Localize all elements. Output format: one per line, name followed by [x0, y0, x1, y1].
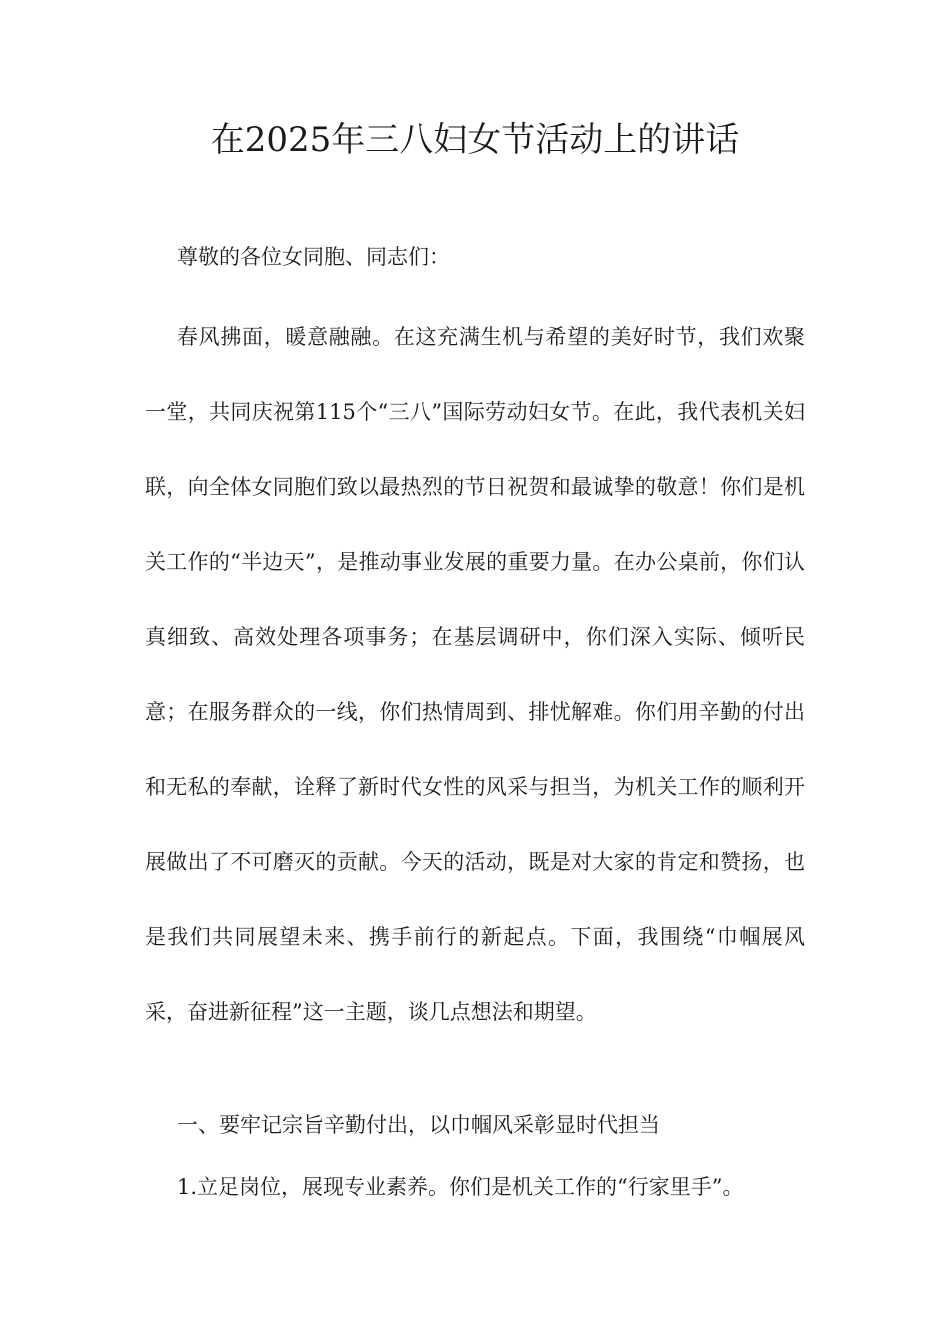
- document-title: 在2025年三八妇女节活动上的讲话: [210, 120, 740, 160]
- item-1: 1.立足岗位，展现专业素养。你们是机关工作的“行家里手”。: [177, 1175, 744, 1199]
- salutation: 尊敬的各位女同胞、同志们：: [177, 245, 450, 269]
- section-heading-1: 一、要牢记宗旨辛勤付出，以巾帼风采彰显时代担当: [177, 1113, 660, 1137]
- paragraph-1: 春风拂面，暖意融融。在这充满生机与希望的美好时节，我们欢聚一堂，共同庆祝第115个“三八”国际劳动妇女节。在此，我代表机关妇联，向全体女同胞们致以最热烈的节日祝贺和最诚挚的敬意！你们是机关工作的“半边天”，是推动事业发展的重要力量。在办公桌前，你们认真细致、高效处理各项事务；在基层调研中，你们深入实际、倾听民意；在服务群众的一线，你们热情周到、排忧解难。你们用辛勤的付出和无私的奉献，诠释了新时代女性的风采与担当，为机关工作的顺利开展做出了不可磨灭的贡献。今天的活动，既是对大家的肯定和赞扬，也是我们共同展望未来、携手前行的新起点。下面，我围绕“巾帼展风采，奋进新征程”这一主题，谈几点想法和期望。: [145, 325, 805, 1024]
